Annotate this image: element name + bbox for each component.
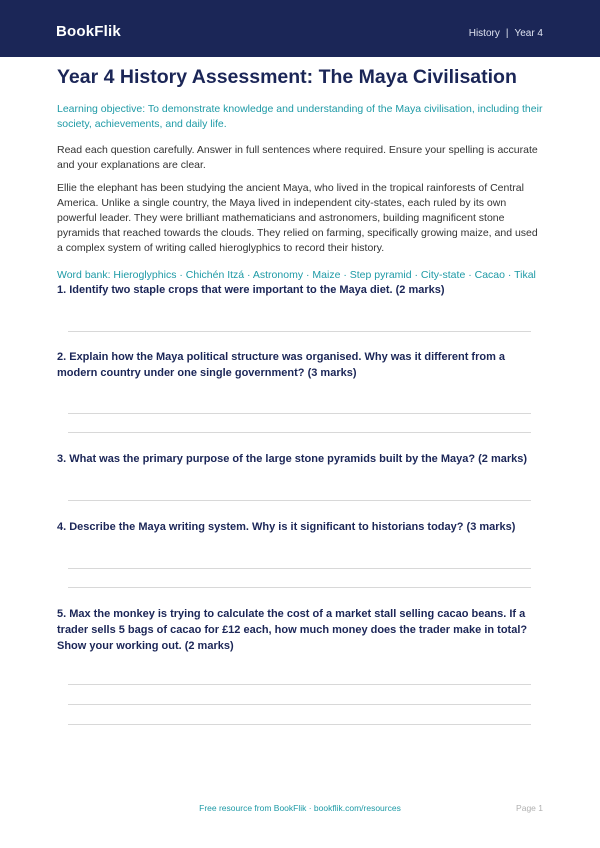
breadcrumb-subject: History xyxy=(468,28,500,39)
answer-line[interactable] xyxy=(68,568,531,569)
answer-line[interactable] xyxy=(68,684,531,685)
answer-line[interactable] xyxy=(68,413,531,414)
answer-line[interactable] xyxy=(68,587,531,588)
question-5: 5. Max the monkey is trying to calculate the cost of a market stall selling cacao beans. If a trader sells 5 bags of cacao for £12 each, how much money does the trader make in total? Show your working out. (2 marks) xyxy=(57,608,528,652)
passage-text: Ellie the elephant has been studying the ancient Maya, who lived in the tropical rainforests of Central America. Unlike a single country, the Maya lived in independent city-states, each ruled by its own powerful leader. They were brilliant mathematicians and astronomers, building magnificent stone pyramids that reached towards the clouds. They relied on farming, specifically growing maize, and used a complex system of writing called hieroglyphics to record their history. xyxy=(57,182,538,254)
word-bank: Word bank: Hieroglyphics · Chichén Itzá · Astronomy · Maize · Step pyramid · City-state · Cacao · Tikal xyxy=(57,269,536,281)
footer-resource-link[interactable]: Free resource from BookFlik · bookflik.com/resources xyxy=(199,803,401,813)
answer-line[interactable] xyxy=(68,724,531,725)
page-title: Year 4 History Assessment: The Maya Civilisation xyxy=(57,66,517,88)
page-number: Page 1 xyxy=(516,803,543,813)
page-header xyxy=(0,0,600,57)
answer-line[interactable] xyxy=(68,331,531,332)
learning-objective: Learning objective: To demonstrate knowledge and understanding of the Maya civilisation, including their society, achievements, and daily life. xyxy=(57,103,543,130)
question-1: 1. Identify two staple crops that were important to the Maya diet. (2 marks) xyxy=(57,284,445,296)
answer-line[interactable] xyxy=(68,432,531,433)
breadcrumb-separator: | xyxy=(505,28,509,39)
question-4: 4. Describe the Maya writing system. Why is it significant to historians today? (3 marks) xyxy=(57,521,516,533)
answer-line[interactable] xyxy=(68,500,531,501)
instructions-text: Read each question carefully. Answer in full sentences where required. Ensure your spelling is accurate and your explanations are clear. xyxy=(57,144,538,171)
worksheet-intro xyxy=(57,66,543,283)
answer-line[interactable] xyxy=(68,704,531,705)
question-3: 3. What was the primary purpose of the large stone pyramids built by the Maya? (2 marks) xyxy=(57,453,528,465)
breadcrumb-year: Year 4 xyxy=(514,28,543,39)
question-2: 2. Explain how the Maya political structure was organised. Why was it different from a modern country under one single government? (3 marks) xyxy=(57,351,506,379)
brand-logo[interactable]: BookFlik xyxy=(56,23,121,40)
breadcrumb xyxy=(469,28,543,39)
